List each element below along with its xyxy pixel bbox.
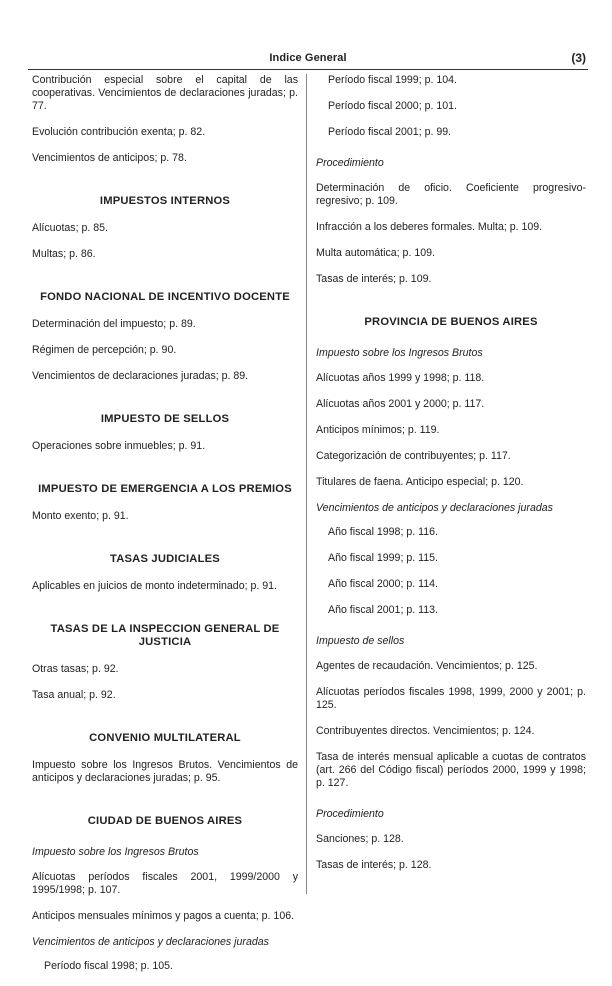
page-header <box>28 50 588 70</box>
index-entry: Régimen de percepción; p. 90. <box>32 344 177 356</box>
header-rule <box>28 69 588 70</box>
section-heading: CONVENIO MULTILATERAL <box>89 732 241 744</box>
section-heading: IMPUESTO DE SELLOS <box>100 413 230 425</box>
index-column-right <box>316 74 586 885</box>
subsection-heading: Procedimiento <box>316 157 384 169</box>
index-entry: Anticipos mensuales mínimos y pagos a cuenta; p. 106. <box>32 910 295 922</box>
index-subentry: Período fiscal 2001; p. 99. <box>328 126 452 138</box>
subsection-heading: Vencimientos de anticipos y declaraciones juradas <box>316 502 553 514</box>
index-entry: Tasas de interés; p. 109. <box>316 273 432 285</box>
index-subentry: Período fiscal 1999; p. 104. <box>328 74 457 86</box>
index-entry: Titulares de faena. Anticipo especial; p. 120. <box>316 476 524 488</box>
index-entry: Operaciones sobre inmuebles; p. 91. <box>32 440 206 452</box>
index-subentry: Año fiscal 2000; p. 114. <box>328 578 438 590</box>
index-entry: Vencimientos de anticipos; p. 78. <box>32 152 187 164</box>
section-heading: TASAS JUDICIALES <box>110 553 220 565</box>
index-entry: Otras tasas; p. 92. <box>32 663 119 675</box>
index-entry: Impuesto sobre los Ingresos Brutos. Vencimientos de anticipos y declaraciones juradas; p. 95. <box>32 759 298 784</box>
subsection-heading: Vencimientos de anticipos y declaraciones juradas <box>32 936 269 948</box>
index-entry: Alícuotas períodos fiscales 2001, 1999/2000 y 1995/1998; p. 107. <box>32 871 298 896</box>
index-entry: Determinación de oficio. Coeficiente progresivo-regresivo; p. 109. <box>316 182 586 207</box>
index-entry: Aplicables en juicios de monto indeterminado; p. 91. <box>32 580 277 592</box>
index-entry: Vencimientos de declaraciones juradas; p. 89. <box>32 370 249 382</box>
subsection-heading: Procedimiento <box>316 808 384 820</box>
index-entry: Categorización de contribuyentes; p. 117. <box>316 450 511 462</box>
index-entry: Tasas de interés; p. 128. <box>316 859 432 871</box>
subsection-heading: Impuesto de sellos <box>316 635 405 647</box>
index-entry: Evolución contribución exenta; p. 82. <box>32 126 206 138</box>
index-entry: Multa automática; p. 109. <box>316 247 435 259</box>
column-divider <box>306 74 307 894</box>
index-entry: Alícuotas años 1999 y 1998; p. 118. <box>316 372 485 384</box>
index-entry: Infracción a los deberes formales. Multa; p. 109. <box>316 221 543 233</box>
section-heading: FONDO NACIONAL DE INCENTIVO DOCENTE <box>40 291 290 303</box>
index-entry: Contribuyentes directos. Vencimientos; p. 124. <box>316 725 535 737</box>
subsection-heading: Impuesto sobre los Ingresos Brutos <box>32 846 199 858</box>
subsection-heading: Impuesto sobre los Ingresos Brutos <box>316 347 483 359</box>
index-subentry: Período fiscal 1998; p. 105. <box>44 960 173 972</box>
index-entry: Alícuotas años 2001 y 2000; p. 117. <box>316 398 485 410</box>
index-entry: Agentes de recaudación. Vencimientos; p. 125. <box>316 660 538 672</box>
index-subentry: Año fiscal 1998; p. 116. <box>328 526 438 538</box>
section-heading: IMPUESTO DE EMERGENCIA A LOS PREMIOS <box>38 483 292 495</box>
section-heading: CIUDAD DE BUENOS AIRES <box>87 815 243 827</box>
index-column-left <box>32 74 298 986</box>
index-entry: Contribución especial sobre el capital de las cooperativas. Vencimientos de declaraciones juradas; p. 77. <box>32 74 298 112</box>
index-entry: Tasa de interés mensual aplicable a cuotas de contratos (art. 266 del Código fiscal) períodos 2000, 1999 y 1998; p. 127. <box>316 751 586 789</box>
index-subentry: Año fiscal 1999; p. 115. <box>328 552 438 564</box>
index-entry: Alícuotas; p. 85. <box>32 222 108 234</box>
running-title: Indice General <box>269 52 347 64</box>
section-heading: PROVINCIA DE BUENOS AIRES <box>364 316 538 328</box>
section-heading: TASAS DE LA INSPECCION GENERAL DE JUSTICIA <box>50 623 280 648</box>
index-subentry: Período fiscal 2000; p. 101. <box>328 100 457 112</box>
section-heading: IMPUESTOS INTERNOS <box>99 195 231 207</box>
page-number: (3) <box>571 51 586 65</box>
index-entry: Multas; p. 86. <box>32 248 96 260</box>
index-entry: Anticipos mínimos; p. 119. <box>316 424 440 436</box>
index-entry: Determinación del impuesto; p. 89. <box>32 318 196 330</box>
index-entry: Tasa anual; p. 92. <box>32 689 116 701</box>
index-entry: Sanciones; p. 128. <box>316 833 404 845</box>
index-entry: Monto exento; p. 91. <box>32 510 129 522</box>
index-subentry: Año fiscal 2001; p. 113. <box>328 604 438 616</box>
index-entry: Alícuotas períodos fiscales 1998, 1999, 2000 y 2001; p. 125. <box>316 686 586 711</box>
